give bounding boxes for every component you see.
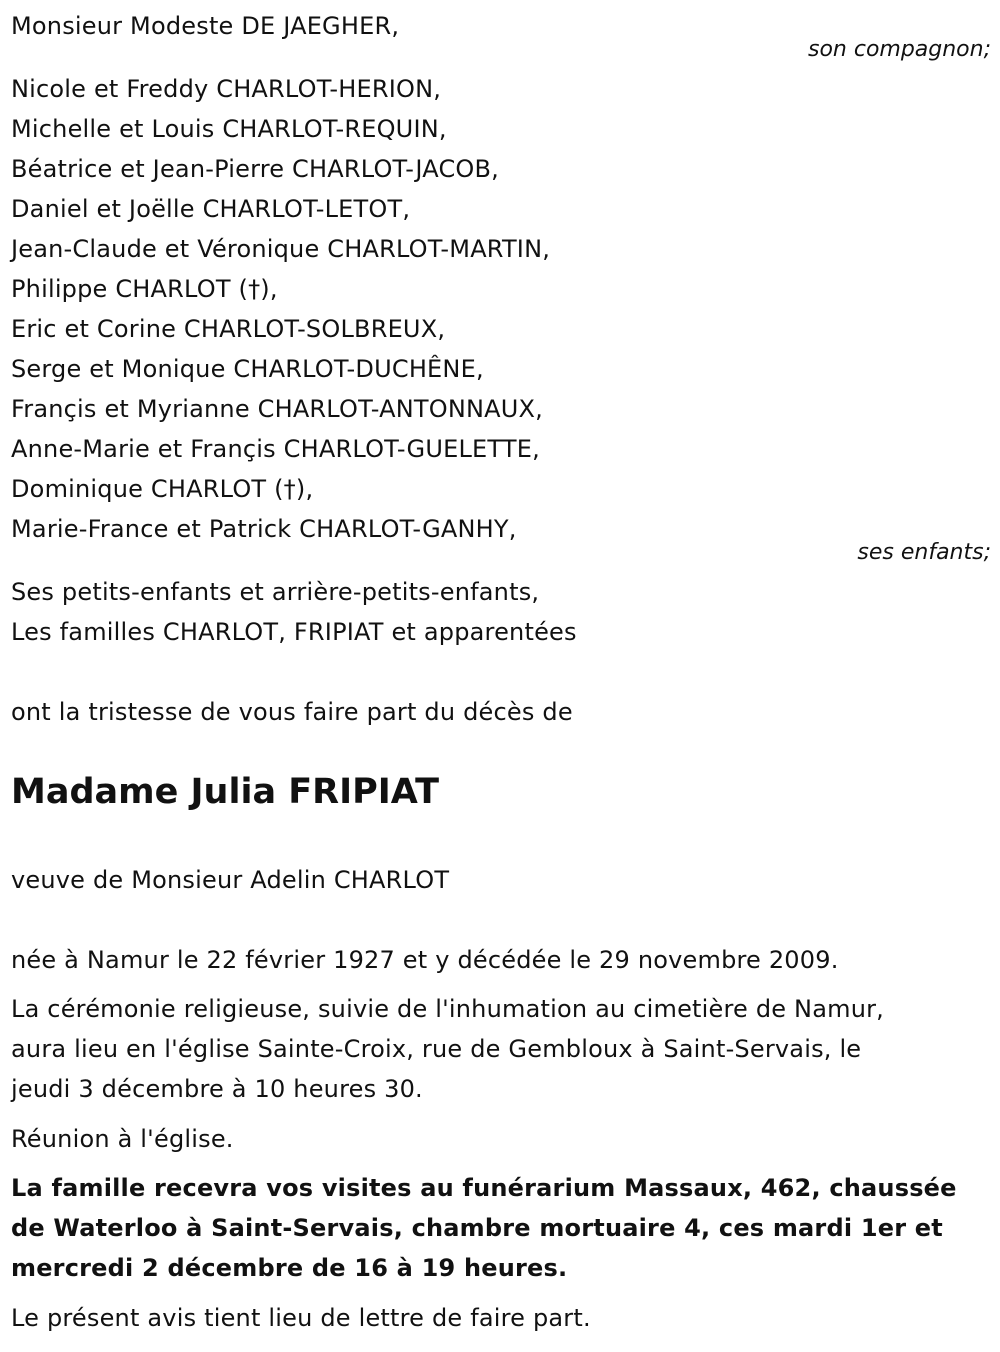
child-line: Daniel et Joëlle CHARLOT-LETOT, [11, 195, 411, 223]
visits-line: mercredi 2 décembre de 16 à 19 heures. [11, 1254, 568, 1282]
closing-text: Le présent avis tient lieu de lettre de faire part. [11, 1304, 591, 1332]
children-role: ses enfants; [857, 540, 991, 565]
relatives-line: Ses petits-enfants et arrière-petits-enfants, [11, 578, 540, 606]
relatives-line: Les familles CHARLOT, FRIPIAT et apparentées [11, 618, 577, 646]
announcement-text: ont la tristesse de vous faire part du décès de [11, 698, 573, 726]
child-line: Françis et Myrianne CHARLOT-ANTONNAUX, [11, 395, 543, 423]
child-line: Philippe CHARLOT (†), [11, 275, 278, 303]
widow-of-text: veuve de Monsieur Adelin CHARLOT [11, 866, 450, 894]
birth-death-text: née à Namur le 22 février 1927 et y décédée le 29 novembre 2009. [11, 946, 839, 974]
companion-name: Monsieur Modeste DE JAEGHER, [11, 12, 400, 40]
child-line: Anne-Marie et Françis CHARLOT-GUELETTE, [11, 435, 540, 463]
children-list [11, 69, 550, 549]
meeting-text: Réunion à l'église. [11, 1125, 234, 1153]
other-relatives [11, 572, 577, 652]
child-line: Dominique CHARLOT (†), [11, 475, 314, 503]
ceremony-line: La cérémonie religieuse, suivie de l'inhumation au cimetière de Namur, [11, 995, 884, 1023]
child-line: Marie-France et Patrick CHARLOT-GANHY, [11, 515, 517, 543]
ceremony-line: jeudi 3 décembre à 10 heures 30. [11, 1075, 423, 1103]
companion-role: son compagnon; [807, 37, 991, 62]
child-line: Serge et Monique CHARLOT-DUCHÊNE, [11, 355, 484, 383]
ceremony-line: aura lieu en l'église Sainte-Croix, rue de Gembloux à Saint-Servais, le [11, 1035, 862, 1063]
child-line: Béatrice et Jean-Pierre CHARLOT-JACOB, [11, 155, 500, 183]
child-line: Nicole et Freddy CHARLOT-HERION, [11, 75, 442, 103]
child-line: Michelle et Louis CHARLOT-REQUIN, [11, 115, 447, 143]
ceremony-paragraph [11, 989, 884, 1109]
visits-line: de Waterloo à Saint-Servais, chambre mortuaire 4, ces mardi 1er et [11, 1214, 943, 1242]
visits-paragraph [11, 1168, 957, 1288]
child-line: Eric et Corine CHARLOT-SOLBREUX, [11, 315, 446, 343]
deceased-name: Madame Julia FRIPIAT [11, 772, 440, 812]
child-line: Jean-Claude et Véronique CHARLOT-MARTIN, [11, 235, 551, 263]
visits-line: La famille recevra vos visites au funérarium Massaux, 462, chaussée [11, 1174, 957, 1202]
